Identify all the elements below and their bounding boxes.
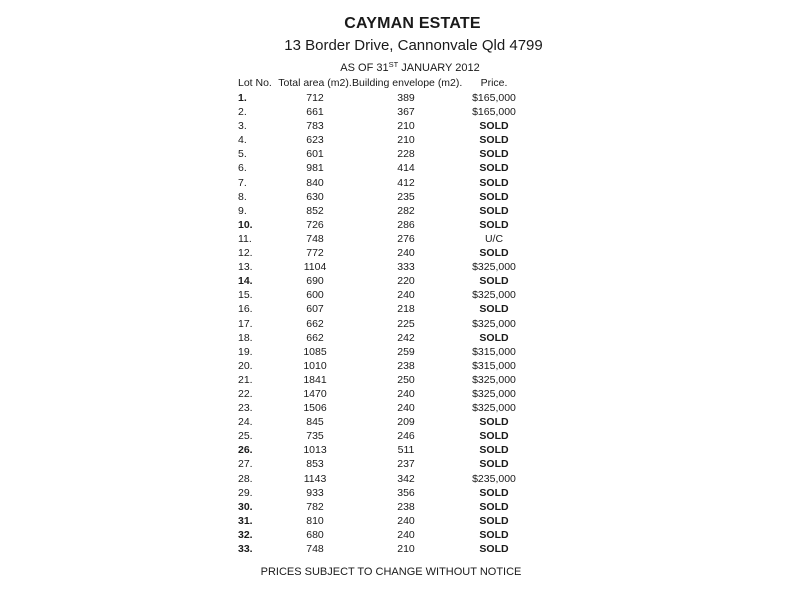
lot-number-cell: 7. xyxy=(238,176,247,189)
table-row xyxy=(238,260,528,274)
estate-address: 13 Border Drive, Cannonvale Qld 4799 xyxy=(284,37,543,54)
lot-number-cell: 13. xyxy=(238,261,253,274)
table-row xyxy=(238,514,528,528)
lot-number-cell: 27. xyxy=(238,458,253,471)
total-area-cell: 783 xyxy=(306,120,324,133)
price-cell: SOLD xyxy=(479,162,509,175)
price-cell: SOLD xyxy=(479,190,509,203)
table-row xyxy=(238,176,528,190)
as-of-date xyxy=(0,57,800,76)
table-row xyxy=(238,429,528,443)
building-envelope-cell: 356 xyxy=(397,486,415,499)
price-cell: SOLD xyxy=(479,416,509,429)
building-envelope-cell: 276 xyxy=(397,232,415,245)
price-cell: $325,000 xyxy=(472,261,516,274)
price-cell: $325,000 xyxy=(472,289,516,302)
building-envelope-cell: 237 xyxy=(397,458,415,471)
building-envelope-cell: 333 xyxy=(397,261,415,274)
total-area-cell: 607 xyxy=(306,303,324,316)
building-envelope-cell: 238 xyxy=(397,359,415,372)
price-cell: SOLD xyxy=(479,543,509,555)
table-row xyxy=(238,415,528,429)
column-header-building-envelope: Building envelope (m2). xyxy=(352,77,463,89)
price-cell: U/C xyxy=(484,232,504,245)
table-row xyxy=(238,359,528,373)
lot-number-cell: 26. xyxy=(238,444,253,457)
as-of-superscript: ST xyxy=(388,60,399,69)
table-row xyxy=(238,274,528,288)
total-area-cell: 1085 xyxy=(303,345,327,358)
price-cell: $165,000 xyxy=(472,92,516,104)
lot-number-cell: 10. xyxy=(238,218,253,231)
lot-number-cell: 16. xyxy=(238,303,253,316)
table-row xyxy=(238,443,528,457)
lot-number-cell: 2. xyxy=(238,106,247,119)
lot-number-cell: 30. xyxy=(238,500,253,513)
building-envelope-cell: 282 xyxy=(397,204,415,217)
total-area-cell: 600 xyxy=(306,289,324,302)
lot-number-cell: 31. xyxy=(238,514,253,527)
total-area-cell: 735 xyxy=(306,430,324,443)
lot-number-cell: 15. xyxy=(238,289,253,302)
price-cell: $325,000 xyxy=(472,373,516,386)
price-cell: SOLD xyxy=(479,486,509,499)
lot-number-cell: 18. xyxy=(238,331,253,344)
building-envelope-cell: 412 xyxy=(397,176,415,189)
building-envelope-cell: 240 xyxy=(397,514,415,527)
total-area-cell: 601 xyxy=(306,148,324,161)
lot-number-cell: 20. xyxy=(238,359,253,372)
table-row xyxy=(238,105,528,119)
building-envelope-cell: 240 xyxy=(397,387,415,400)
building-envelope-cell: 235 xyxy=(397,190,415,203)
lot-number-cell: 17. xyxy=(238,317,253,330)
lot-number-cell: 22. xyxy=(238,387,253,400)
table-row xyxy=(238,542,528,556)
total-area-cell: 1841 xyxy=(303,373,327,386)
price-cell: SOLD xyxy=(479,134,509,147)
building-envelope-cell: 242 xyxy=(397,331,415,344)
lot-number-cell: 25. xyxy=(238,430,253,443)
table-row xyxy=(238,472,528,486)
total-area-cell: 810 xyxy=(306,514,324,527)
lot-number-cell: 29. xyxy=(238,486,253,499)
building-envelope-cell: 210 xyxy=(397,120,415,133)
lot-number-cell: 6. xyxy=(238,162,247,175)
total-area-cell: 772 xyxy=(306,247,324,260)
building-envelope-cell: 511 xyxy=(397,444,415,457)
lot-number-cell: 23. xyxy=(238,402,253,415)
table-row xyxy=(238,218,528,232)
table-row xyxy=(238,147,528,161)
total-area-cell: 662 xyxy=(306,331,324,344)
lot-number-cell: 19. xyxy=(238,345,253,358)
table-row xyxy=(238,246,528,260)
price-cell: SOLD xyxy=(479,500,509,513)
building-envelope-cell: 240 xyxy=(397,289,415,302)
table-row xyxy=(238,288,528,302)
price-cell: SOLD xyxy=(479,275,509,288)
lot-number-cell: 14. xyxy=(238,275,253,288)
price-cell: SOLD xyxy=(479,444,509,457)
table-row xyxy=(238,486,528,500)
total-area-cell: 630 xyxy=(306,190,324,203)
page-title: CAYMAN ESTATE xyxy=(344,15,481,32)
column-header-price: Price. xyxy=(480,77,508,89)
price-cell: $315,000 xyxy=(472,345,516,358)
building-envelope-cell: 240 xyxy=(397,528,415,541)
building-envelope-cell: 228 xyxy=(397,148,415,161)
price-cell: SOLD xyxy=(479,176,509,189)
table-row xyxy=(238,91,528,105)
lot-number-cell: 4. xyxy=(238,134,247,147)
lot-number-cell: 33. xyxy=(238,543,253,555)
lots-table xyxy=(238,76,528,556)
building-envelope-cell: 286 xyxy=(397,218,415,231)
total-area-cell: 1104 xyxy=(303,261,327,274)
total-area-cell: 1010 xyxy=(303,359,327,372)
table-row xyxy=(238,190,528,204)
table-row xyxy=(238,500,528,514)
price-cell: SOLD xyxy=(479,458,509,471)
price-cell: $315,000 xyxy=(472,359,516,372)
building-envelope-cell: 220 xyxy=(397,275,415,288)
total-area-cell: 712 xyxy=(306,92,324,104)
total-area-cell: 1470 xyxy=(303,387,327,400)
price-cell: SOLD xyxy=(479,120,509,133)
lot-number-cell: 24. xyxy=(238,416,253,429)
building-envelope-cell: 342 xyxy=(397,472,415,485)
as-of-prefix: AS OF 31 xyxy=(340,62,389,74)
price-cell: SOLD xyxy=(479,148,509,161)
building-envelope-cell: 225 xyxy=(397,317,415,330)
lot-number-cell: 28. xyxy=(238,472,253,485)
total-area-cell: 1013 xyxy=(303,444,327,457)
footer-notice: PRICES SUBJECT TO CHANGE WITHOUT NOTICE xyxy=(260,566,522,578)
lot-number-cell: 3. xyxy=(238,120,247,133)
lot-number-cell: 8. xyxy=(238,190,247,203)
total-area-cell: 661 xyxy=(306,106,324,119)
table-row xyxy=(238,387,528,401)
total-area-cell: 782 xyxy=(306,500,324,513)
total-area-cell: 853 xyxy=(306,458,324,471)
total-area-cell: 840 xyxy=(306,176,324,189)
table-header-row xyxy=(238,76,528,91)
table-row xyxy=(238,528,528,542)
building-envelope-cell: 250 xyxy=(397,373,415,386)
lot-number-cell: 11. xyxy=(238,232,252,245)
table-row xyxy=(238,161,528,175)
price-cell: SOLD xyxy=(479,247,509,260)
price-cell: SOLD xyxy=(479,218,509,231)
building-envelope-cell: 246 xyxy=(397,430,415,443)
table-row xyxy=(238,204,528,218)
total-area-cell: 981 xyxy=(306,162,324,175)
lot-number-cell: 1. xyxy=(238,92,247,104)
column-header-lot-no: Lot No. xyxy=(238,77,272,89)
building-envelope-cell: 210 xyxy=(397,134,415,147)
building-envelope-cell: 259 xyxy=(397,345,415,358)
total-area-cell: 1143 xyxy=(303,472,327,485)
total-area-cell: 690 xyxy=(306,275,324,288)
price-cell: $325,000 xyxy=(472,317,516,330)
price-cell: SOLD xyxy=(479,204,509,217)
column-header-total-area: Total area (m2). xyxy=(278,77,352,89)
price-cell: SOLD xyxy=(479,430,509,443)
price-cell: SOLD xyxy=(479,514,509,527)
total-area-cell: 680 xyxy=(306,528,324,541)
table-row xyxy=(238,457,528,471)
building-envelope-cell: 218 xyxy=(397,303,415,316)
building-envelope-cell: 414 xyxy=(397,162,415,175)
table-row xyxy=(238,373,528,387)
building-envelope-cell: 367 xyxy=(397,106,415,119)
price-cell: SOLD xyxy=(479,528,509,541)
table-row xyxy=(238,302,528,316)
total-area-cell: 748 xyxy=(306,232,324,245)
building-envelope-cell: 210 xyxy=(397,543,415,555)
lots-table-body xyxy=(238,91,528,556)
table-row xyxy=(238,232,528,246)
lot-number-cell: 32. xyxy=(238,528,253,541)
total-area-cell: 852 xyxy=(306,204,324,217)
price-cell: SOLD xyxy=(479,303,509,316)
building-envelope-cell: 240 xyxy=(397,247,415,260)
price-cell: $325,000 xyxy=(472,387,516,400)
building-envelope-cell: 209 xyxy=(397,416,415,429)
lot-number-cell: 12. xyxy=(238,247,253,260)
table-row xyxy=(238,119,528,133)
as-of-suffix: JANUARY 2012 xyxy=(398,62,480,74)
price-cell: $235,000 xyxy=(472,472,516,485)
table-row xyxy=(238,401,528,415)
table-row xyxy=(238,345,528,359)
table-row xyxy=(238,133,528,147)
lot-number-cell: 5. xyxy=(238,148,247,161)
table-row xyxy=(238,331,528,345)
total-area-cell: 623 xyxy=(306,134,324,147)
building-envelope-cell: 240 xyxy=(397,402,415,415)
price-cell: SOLD xyxy=(479,331,509,344)
table-row xyxy=(238,317,528,331)
total-area-cell: 1506 xyxy=(303,402,327,415)
price-cell: $165,000 xyxy=(472,106,516,119)
lot-number-cell: 9. xyxy=(238,204,247,217)
total-area-cell: 933 xyxy=(306,486,324,499)
building-envelope-cell: 389 xyxy=(397,92,415,104)
total-area-cell: 748 xyxy=(306,543,324,555)
building-envelope-cell: 238 xyxy=(397,500,415,513)
total-area-cell: 726 xyxy=(306,218,324,231)
price-cell: $325,000 xyxy=(472,402,516,415)
lot-number-cell: 21. xyxy=(238,373,253,386)
total-area-cell: 662 xyxy=(306,317,324,330)
total-area-cell: 845 xyxy=(306,416,324,429)
